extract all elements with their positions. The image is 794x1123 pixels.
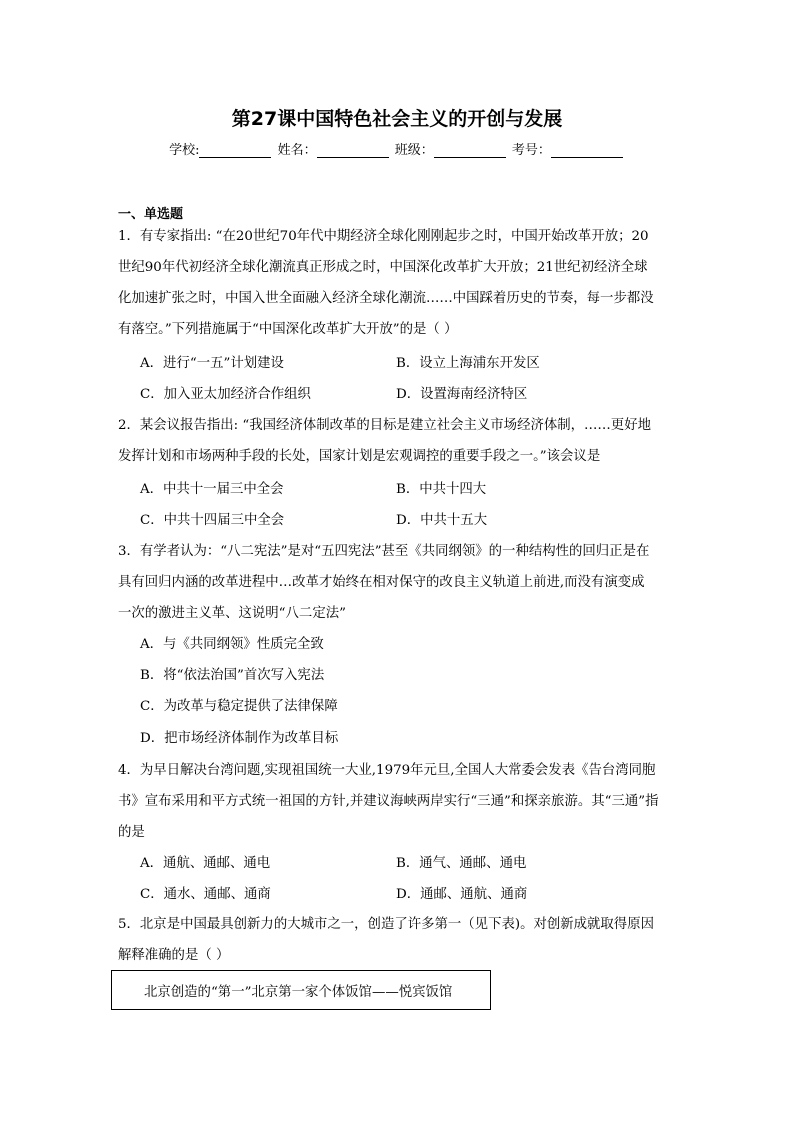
table-cell-text: 北京创造的“第一”北京第一家个体饭馆——悦宾饭馆 (144, 984, 453, 1000)
student-info-row (0, 139, 794, 158)
option-c[interactable]: C．通水、通邮、通商 (140, 887, 271, 902)
question-line: 1．有专家指出: “在20世纪70年代中期经济全球化刚刚起步之时，中国开始改革开放；20 (118, 229, 649, 244)
question-line: 3．有学者认为：“八二宪法”是对“五四宪法”甚至《共同纲领》的一种结构性的回归正是在 (118, 544, 650, 559)
question-line: 化加速扩张之时，中国入世全面融入经济全球化潮流……中国踩着历史的节奏，每一步都没 (118, 291, 654, 306)
option-c[interactable]: C．加入亚太加经济合作组织 (140, 387, 311, 402)
question-3 (118, 536, 680, 629)
question-line: 具有回归内涵的改革进程中…改革才始终在相对保守的改良主义轨道上前进,而没有演变成 (118, 575, 645, 590)
option-c[interactable]: C．为改革与稳定提供了法律保障 (140, 699, 338, 714)
option-b[interactable]: B．设立上海浦东开发区 (396, 356, 540, 371)
question-line: 2．某会议报告指出: “我国经济体制改革的目标是建立社会主义市场经济体制，……更好地 (118, 418, 651, 433)
option-b[interactable]: B．将“依法治国”首次写入宪法 (140, 668, 325, 683)
option-a[interactable]: A．通航、通邮、通电 (140, 856, 271, 871)
question-2 (118, 410, 680, 472)
option-d[interactable]: D．把市场经济体制作为改革目标 (140, 731, 339, 746)
page-title: 第27课中国特色社会主义的开创与发展 (231, 108, 563, 130)
question-line: 书》宣布采用和平方式统一祖国的方针,并建议海峡两岸实行“三通”和探亲旅游。其“三通”指 (118, 794, 659, 809)
question-line: 有落空。”下列措施属于“中国深化改革扩大开放”的是（ ） (118, 322, 458, 337)
option-a[interactable]: A．进行“一五”计划建设 (140, 356, 284, 371)
exam-label: 考号： (511, 143, 551, 158)
name-blank[interactable] (317, 144, 389, 158)
name-label: 姓名： (277, 143, 317, 158)
class-label: 班级： (394, 143, 434, 158)
question-line: 5．北京是中国最具创新力的大城市之一，创造了许多第一（见下表)。对创新成就取得原因 (118, 917, 654, 932)
option-c[interactable]: C．中共十四届三中全会 (140, 513, 285, 528)
class-blank[interactable] (434, 144, 506, 158)
option-d[interactable]: D．通邮、通航、通商 (396, 887, 528, 902)
school-blank[interactable] (199, 144, 271, 158)
exam-blank[interactable] (551, 144, 623, 158)
question-1 (118, 221, 680, 345)
question-5 (118, 909, 680, 971)
option-b[interactable]: B．中共十四大 (396, 482, 487, 497)
table-cell (111, 970, 491, 1010)
option-d[interactable]: D．设置海南经济特区 (396, 387, 528, 402)
question-line: 发挥计划和市场两种手段的长处，国家计划是宏观调控的重要手段之一。”该会议是 (118, 449, 601, 464)
option-b[interactable]: B．通气、通邮、通电 (396, 856, 527, 871)
section-heading: 一、单选题 (118, 207, 184, 222)
school-label: 学校: (169, 143, 200, 158)
option-a[interactable]: A．中共十一届三中全会 (140, 482, 284, 497)
question-line: 4．为早日解决台湾问题,实现祖国统一大业,1979年元旦,全国人大常委会发表《告台湾同胞 (118, 763, 656, 778)
question-line: 的是 (118, 825, 145, 840)
option-a[interactable]: A．与《共同纲领》性质完全致 (140, 637, 324, 652)
question-line: 一次的激进主义革、这说明“八二定法” (118, 606, 346, 621)
option-d[interactable]: D．中共十五大 (396, 513, 488, 528)
question-line: 解释准确的是（ ） (118, 948, 230, 963)
question-4 (118, 755, 680, 848)
question-line: 世纪90年代初经济全球化潮流真正形成之时，中国深化改革扩大开放；21世纪初经济全球 (118, 260, 648, 275)
